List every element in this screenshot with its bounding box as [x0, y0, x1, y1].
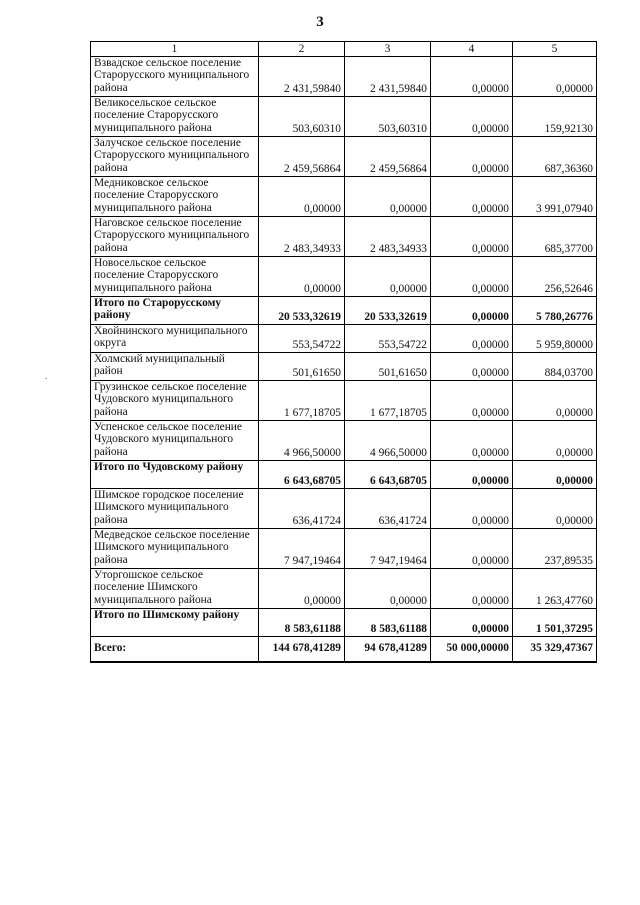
row-value-5: 687,36360 — [513, 137, 597, 177]
row-value-3: 6 643,68705 — [345, 461, 431, 489]
row-value-2: 144 678,41289 — [259, 637, 345, 663]
row-name: Всего: — [91, 637, 259, 663]
row-value-3: 2 431,59840 — [345, 57, 431, 97]
row-value-2: 0,00000 — [259, 257, 345, 297]
row-value-3: 0,00000 — [345, 569, 431, 609]
row-name: Медведское сельское поселение Шимского муниципального района — [91, 529, 259, 569]
table-row — [91, 325, 597, 353]
row-name: Итого по Шимскому району — [91, 609, 259, 637]
row-value-5: 5 780,26776 — [513, 297, 597, 325]
row-name: Уторгошское сельское поселение Шимского муниципального района — [91, 569, 259, 609]
row-value-4: 0,00000 — [431, 217, 513, 257]
table-row — [91, 353, 597, 381]
page-number: 3 — [316, 14, 324, 30]
row-value-5: 1 263,47760 — [513, 569, 597, 609]
row-value-3: 8 583,61188 — [345, 609, 431, 637]
row-value-4: 0,00000 — [431, 57, 513, 97]
row-value-3: 7 947,19464 — [345, 529, 431, 569]
row-value-3: 553,54722 — [345, 325, 431, 353]
budget-table — [90, 41, 597, 663]
row-value-3: 0,00000 — [345, 257, 431, 297]
row-value-2: 503,60310 — [259, 97, 345, 137]
row-value-5: 0,00000 — [513, 381, 597, 421]
column-header-1: 1 — [91, 42, 259, 57]
subtotal-row — [91, 609, 597, 637]
row-value-4: 0,00000 — [431, 529, 513, 569]
row-name: Итого по Чудовскому району — [91, 461, 259, 489]
row-name: Залучское сельское поселение Старорусского муниципального района — [91, 137, 259, 177]
table-row — [91, 137, 597, 177]
row-value-3: 4 966,50000 — [345, 421, 431, 461]
row-name: Шимское городское поселение Шимского муниципального района — [91, 489, 259, 529]
row-value-4: 0,00000 — [431, 177, 513, 217]
subtotal-row — [91, 461, 597, 489]
row-name: Наговское сельское поселение Старорусского муниципального района — [91, 217, 259, 257]
row-value-4: 0,00000 — [431, 381, 513, 421]
table-row — [91, 97, 597, 137]
column-header-2: 2 — [259, 42, 345, 57]
row-value-4: 0,00000 — [431, 353, 513, 381]
row-value-5: 884,03700 — [513, 353, 597, 381]
row-value-3: 501,61650 — [345, 353, 431, 381]
row-name: Успенское сельское поселение Чудовского муниципального района — [91, 421, 259, 461]
row-value-2: 0,00000 — [259, 177, 345, 217]
table-row — [91, 529, 597, 569]
row-name: Хвойнинского муниципального округа — [91, 325, 259, 353]
row-value-2: 8 583,61188 — [259, 609, 345, 637]
row-value-3: 20 533,32619 — [345, 297, 431, 325]
row-value-2: 2 483,34933 — [259, 217, 345, 257]
row-value-2: 501,61650 — [259, 353, 345, 381]
column-header-3: 3 — [345, 42, 431, 57]
row-value-5: 0,00000 — [513, 421, 597, 461]
row-value-2: 2 459,56864 — [259, 137, 345, 177]
row-value-3: 2 459,56864 — [345, 137, 431, 177]
row-value-2: 20 533,32619 — [259, 297, 345, 325]
row-value-5: 0,00000 — [513, 489, 597, 529]
column-header-4: 4 — [431, 42, 513, 57]
row-value-4: 0,00000 — [431, 489, 513, 529]
row-value-5: 35 329,47367 — [513, 637, 597, 663]
row-value-3: 503,60310 — [345, 97, 431, 137]
row-value-4: 0,00000 — [431, 569, 513, 609]
row-value-5: 0,00000 — [513, 461, 597, 489]
row-value-4: 0,00000 — [431, 325, 513, 353]
row-value-2: 0,00000 — [259, 569, 345, 609]
row-name: Холмский муниципальный район — [91, 353, 259, 381]
row-value-3: 2 483,34933 — [345, 217, 431, 257]
subtotal-row — [91, 297, 597, 325]
row-name: Медниковское сельское поселение Старорусского муниципального района — [91, 177, 259, 217]
row-value-3: 94 678,41289 — [345, 637, 431, 663]
row-name: Грузинское сельское поселение Чудовского муниципального района — [91, 381, 259, 421]
row-value-3: 1 677,18705 — [345, 381, 431, 421]
row-value-4: 50 000,00000 — [431, 637, 513, 663]
table-row — [91, 381, 597, 421]
row-value-4: 0,00000 — [431, 97, 513, 137]
row-value-5: 1 501,37295 — [513, 609, 597, 637]
row-value-4: 0,00000 — [431, 257, 513, 297]
row-value-5: 685,37700 — [513, 217, 597, 257]
row-name: Взвадское сельское поселение Старорусского муниципального района — [91, 57, 259, 97]
row-value-3: 0,00000 — [345, 177, 431, 217]
row-name: Новосельское сельское поселение Старорусского муниципального района — [91, 257, 259, 297]
table-header-row — [91, 42, 597, 57]
row-value-5: 0,00000 — [513, 57, 597, 97]
row-value-2: 6 643,68705 — [259, 461, 345, 489]
row-value-3: 636,41724 — [345, 489, 431, 529]
row-value-5: 5 959,80000 — [513, 325, 597, 353]
row-value-4: 0,00000 — [431, 421, 513, 461]
table-row — [91, 421, 597, 461]
table-row — [91, 489, 597, 529]
row-value-2: 553,54722 — [259, 325, 345, 353]
row-value-4: 0,00000 — [431, 137, 513, 177]
column-header-5: 5 — [513, 42, 597, 57]
row-value-5: 237,89535 — [513, 529, 597, 569]
row-value-2: 2 431,59840 — [259, 57, 345, 97]
row-value-5: 256,52646 — [513, 257, 597, 297]
row-value-2: 636,41724 — [259, 489, 345, 529]
row-value-2: 7 947,19464 — [259, 529, 345, 569]
row-value-4: 0,00000 — [431, 461, 513, 489]
row-value-5: 159,92130 — [513, 97, 597, 137]
table-row — [91, 569, 597, 609]
row-value-2: 1 677,18705 — [259, 381, 345, 421]
row-value-4: 0,00000 — [431, 609, 513, 637]
table-row — [91, 217, 597, 257]
table-row — [91, 57, 597, 97]
row-name: Итого по Старорусскому району — [91, 297, 259, 325]
scan-speck: . — [45, 371, 48, 382]
row-value-5: 3 991,07940 — [513, 177, 597, 217]
row-value-4: 0,00000 — [431, 297, 513, 325]
row-value-2: 4 966,50000 — [259, 421, 345, 461]
table-row — [91, 257, 597, 297]
table-row — [91, 177, 597, 217]
grand-total-row — [91, 637, 597, 663]
row-name: Великосельское сельское поселение Старорусского муниципального района — [91, 97, 259, 137]
